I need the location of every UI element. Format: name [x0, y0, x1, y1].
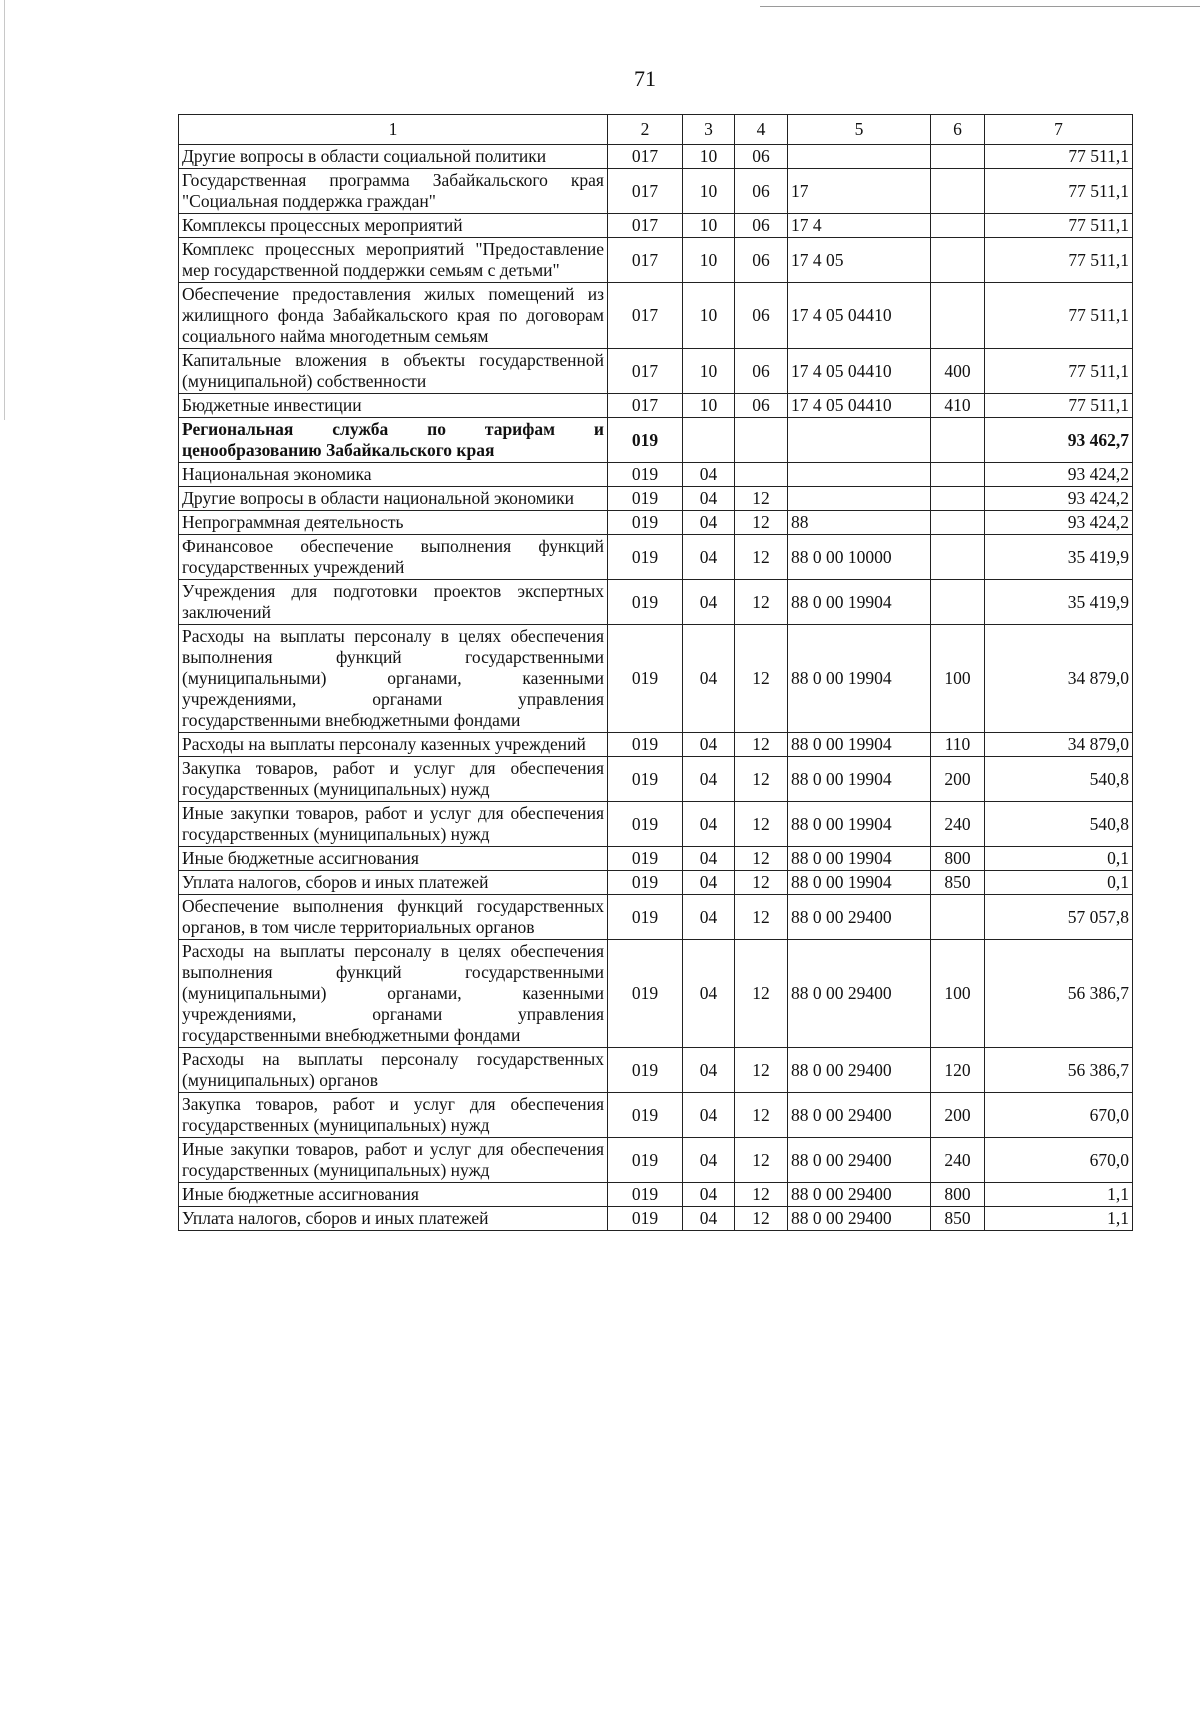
row-expense-type-cell: 200	[931, 1093, 985, 1138]
table-row	[179, 895, 1133, 940]
row-amount-cell: 56 386,7	[985, 1048, 1133, 1093]
table-row	[179, 238, 1133, 283]
row-amount-cell: 540,8	[985, 802, 1133, 847]
row-target-article-cell: 88 0 00 19904	[788, 802, 931, 847]
row-subsection-cell: 12	[735, 535, 788, 580]
row-subsection-cell	[735, 418, 788, 463]
row-amount-cell: 35 419,9	[985, 580, 1133, 625]
row-amount-cell: 540,8	[985, 757, 1133, 802]
row-amount-cell: 57 057,8	[985, 895, 1133, 940]
row-target-article-cell: 17 4 05 04410	[788, 394, 931, 418]
table-row	[179, 487, 1133, 511]
row-expense-type-cell: 800	[931, 847, 985, 871]
row-name-cell: Комплекс процессных мероприятий "Предоставление мер государственной поддержки семьям с детьми"	[179, 238, 608, 283]
row-section-cell: 04	[683, 1207, 735, 1231]
row-admin-code-cell: 019	[608, 940, 683, 1048]
row-target-article-cell: 88 0 00 10000	[788, 535, 931, 580]
table-row	[179, 625, 1133, 733]
row-name-cell: Другие вопросы в области социальной политики	[179, 145, 608, 169]
row-expense-type-cell	[931, 214, 985, 238]
page-number: 71	[634, 66, 656, 91]
row-name-cell: Расходы на выплаты персоналу казенных учреждений	[179, 733, 608, 757]
row-subsection-cell: 12	[735, 1138, 788, 1183]
row-name-cell: Учреждения для подготовки проектов экспертных заключений	[179, 580, 608, 625]
row-admin-code-cell: 019	[608, 511, 683, 535]
table-row	[179, 1183, 1133, 1207]
row-subsection-cell: 12	[735, 757, 788, 802]
row-target-article-cell: 88 0 00 29400	[788, 1183, 931, 1207]
column-header-target: 5	[788, 115, 931, 145]
row-amount-cell: 77 511,1	[985, 169, 1133, 214]
row-section-cell: 04	[683, 487, 735, 511]
row-target-article-cell: 17 4	[788, 214, 931, 238]
row-amount-cell: 0,1	[985, 847, 1133, 871]
table-row	[179, 1207, 1133, 1231]
row-subsection-cell: 12	[735, 871, 788, 895]
row-expense-type-cell: 240	[931, 1138, 985, 1183]
row-section-cell: 04	[683, 733, 735, 757]
row-subsection-cell: 06	[735, 238, 788, 283]
row-subsection-cell: 12	[735, 733, 788, 757]
row-admin-code-cell: 019	[608, 895, 683, 940]
table-row	[179, 757, 1133, 802]
row-expense-type-cell: 110	[931, 733, 985, 757]
table-row	[179, 871, 1133, 895]
row-target-article-cell: 88 0 00 19904	[788, 580, 931, 625]
row-admin-code-cell: 019	[608, 487, 683, 511]
row-admin-code-cell: 019	[608, 1093, 683, 1138]
row-expense-type-cell: 410	[931, 394, 985, 418]
row-expense-type-cell	[931, 463, 985, 487]
row-subsection-cell: 12	[735, 1207, 788, 1231]
row-subsection-cell: 12	[735, 1048, 788, 1093]
row-section-cell: 04	[683, 580, 735, 625]
row-subsection-cell	[735, 463, 788, 487]
row-target-article-cell: 88	[788, 511, 931, 535]
row-section-cell: 10	[683, 214, 735, 238]
row-target-article-cell: 88 0 00 29400	[788, 1207, 931, 1231]
row-subsection-cell: 06	[735, 145, 788, 169]
table-row	[179, 283, 1133, 349]
budget-table	[178, 114, 1133, 1231]
row-expense-type-cell	[931, 487, 985, 511]
row-admin-code-cell: 017	[608, 145, 683, 169]
row-target-article-cell: 88 0 00 19904	[788, 847, 931, 871]
row-section-cell: 04	[683, 511, 735, 535]
row-target-article-cell: 88 0 00 19904	[788, 625, 931, 733]
row-expense-type-cell: 100	[931, 625, 985, 733]
row-target-article-cell: 88 0 00 29400	[788, 1138, 931, 1183]
row-section-cell: 04	[683, 802, 735, 847]
column-header-section: 3	[683, 115, 735, 145]
row-admin-code-cell: 019	[608, 847, 683, 871]
row-subsection-cell: 06	[735, 349, 788, 394]
row-amount-cell: 77 511,1	[985, 283, 1133, 349]
row-subsection-cell: 06	[735, 283, 788, 349]
row-expense-type-cell	[931, 895, 985, 940]
row-subsection-cell: 12	[735, 847, 788, 871]
row-section-cell: 04	[683, 625, 735, 733]
row-amount-cell: 670,0	[985, 1138, 1133, 1183]
row-admin-code-cell: 019	[608, 580, 683, 625]
row-expense-type-cell: 850	[931, 871, 985, 895]
row-admin-code-cell: 017	[608, 214, 683, 238]
row-section-cell: 04	[683, 847, 735, 871]
row-section-cell: 10	[683, 394, 735, 418]
row-target-article-cell	[788, 418, 931, 463]
row-name-cell: Расходы на выплаты персоналу государственных (муниципальных) органов	[179, 1048, 608, 1093]
row-target-article-cell: 88 0 00 29400	[788, 1093, 931, 1138]
row-amount-cell: 77 511,1	[985, 145, 1133, 169]
row-subsection-cell: 12	[735, 895, 788, 940]
row-target-article-cell: 17 4 05 04410	[788, 349, 931, 394]
row-amount-cell: 77 511,1	[985, 394, 1133, 418]
row-subsection-cell: 12	[735, 625, 788, 733]
row-name-cell: Расходы на выплаты персоналу в целях обеспечения выполнения функций государственными (муниципальными) органами, казенными учреждениями, органами управления государственными внебюджетными фондами	[179, 625, 608, 733]
table-row	[179, 940, 1133, 1048]
row-amount-cell: 1,1	[985, 1183, 1133, 1207]
row-name-cell: Иные закупки товаров, работ и услуг для обеспечения государственных (муниципальных) нужд	[179, 1138, 608, 1183]
row-admin-code-cell: 019	[608, 535, 683, 580]
row-admin-code-cell: 017	[608, 394, 683, 418]
row-expense-type-cell	[931, 511, 985, 535]
row-amount-cell: 77 511,1	[985, 238, 1133, 283]
row-section-cell: 10	[683, 169, 735, 214]
table-row	[179, 394, 1133, 418]
row-target-article-cell: 17	[788, 169, 931, 214]
row-admin-code-cell: 017	[608, 169, 683, 214]
row-subsection-cell: 12	[735, 487, 788, 511]
row-section-cell: 04	[683, 1183, 735, 1207]
row-subsection-cell: 12	[735, 1183, 788, 1207]
row-subsection-cell: 12	[735, 511, 788, 535]
row-amount-cell: 93 424,2	[985, 463, 1133, 487]
row-expense-type-cell: 120	[931, 1048, 985, 1093]
column-header-amount: 7	[985, 115, 1133, 145]
row-expense-type-cell	[931, 418, 985, 463]
row-target-article-cell: 88 0 00 19904	[788, 871, 931, 895]
row-subsection-cell: 12	[735, 802, 788, 847]
row-name-cell: Бюджетные инвестиции	[179, 394, 608, 418]
row-name-cell: Закупка товаров, работ и услуг для обеспечения государственных (муниципальных) нужд	[179, 1093, 608, 1138]
row-amount-cell: 34 879,0	[985, 625, 1133, 733]
row-amount-cell: 1,1	[985, 1207, 1133, 1231]
row-name-cell: Другие вопросы в области национальной экономики	[179, 487, 608, 511]
row-section-cell: 04	[683, 535, 735, 580]
row-name-cell: Иные бюджетные ассигнования	[179, 1183, 608, 1207]
row-target-article-cell: 88 0 00 29400	[788, 1048, 931, 1093]
row-section-cell: 04	[683, 895, 735, 940]
row-name-cell: Уплата налогов, сборов и иных платежей	[179, 871, 608, 895]
row-name-cell: Региональная служба по тарифам и ценообразованию Забайкальского края	[179, 418, 608, 463]
row-admin-code-cell: 019	[608, 418, 683, 463]
row-name-cell: Закупка товаров, работ и услуг для обеспечения государственных (муниципальных) нужд	[179, 757, 608, 802]
table-row	[179, 145, 1133, 169]
row-amount-cell: 35 419,9	[985, 535, 1133, 580]
row-expense-type-cell: 400	[931, 349, 985, 394]
table-body	[179, 145, 1133, 1231]
column-header-admin: 2	[608, 115, 683, 145]
row-name-cell: Финансовое обеспечение выполнения функций государственных учреждений	[179, 535, 608, 580]
table-row	[179, 1048, 1133, 1093]
column-header-type: 6	[931, 115, 985, 145]
table-row	[179, 580, 1133, 625]
row-admin-code-cell: 019	[608, 625, 683, 733]
row-name-cell: Непрограммная деятельность	[179, 511, 608, 535]
table-row	[179, 418, 1133, 463]
table-row	[179, 169, 1133, 214]
row-amount-cell: 77 511,1	[985, 214, 1133, 238]
row-admin-code-cell: 019	[608, 463, 683, 487]
row-subsection-cell: 12	[735, 580, 788, 625]
row-expense-type-cell	[931, 238, 985, 283]
row-admin-code-cell: 019	[608, 1048, 683, 1093]
row-admin-code-cell: 017	[608, 283, 683, 349]
row-admin-code-cell: 019	[608, 1183, 683, 1207]
row-name-cell: Государственная программа Забайкальского края "Социальная поддержка граждан"	[179, 169, 608, 214]
column-header-name: 1	[179, 115, 608, 145]
table-row	[179, 1138, 1133, 1183]
row-subsection-cell: 12	[735, 940, 788, 1048]
row-section-cell: 10	[683, 283, 735, 349]
row-amount-cell: 56 386,7	[985, 940, 1133, 1048]
row-expense-type-cell	[931, 145, 985, 169]
row-expense-type-cell: 240	[931, 802, 985, 847]
row-amount-cell: 77 511,1	[985, 349, 1133, 394]
row-expense-type-cell	[931, 169, 985, 214]
row-target-article-cell: 88 0 00 29400	[788, 895, 931, 940]
row-name-cell: Обеспечение выполнения функций государственных органов, в том числе территориальных органов	[179, 895, 608, 940]
row-section-cell: 04	[683, 1093, 735, 1138]
row-amount-cell: 34 879,0	[985, 733, 1133, 757]
row-amount-cell: 93 424,2	[985, 511, 1133, 535]
row-expense-type-cell: 100	[931, 940, 985, 1048]
row-admin-code-cell: 019	[608, 1138, 683, 1183]
row-target-article-cell: 88 0 00 29400	[788, 940, 931, 1048]
row-name-cell: Уплата налогов, сборов и иных платежей	[179, 1207, 608, 1231]
row-section-cell: 10	[683, 238, 735, 283]
table-row	[179, 847, 1133, 871]
row-name-cell: Комплексы процессных мероприятий	[179, 214, 608, 238]
row-subsection-cell: 06	[735, 169, 788, 214]
row-target-article-cell: 17 4 05 04410	[788, 283, 931, 349]
row-expense-type-cell	[931, 580, 985, 625]
row-admin-code-cell: 019	[608, 757, 683, 802]
row-expense-type-cell: 800	[931, 1183, 985, 1207]
row-section-cell	[683, 418, 735, 463]
header-row	[179, 115, 1133, 145]
row-amount-cell: 670,0	[985, 1093, 1133, 1138]
row-section-cell: 10	[683, 145, 735, 169]
row-section-cell: 04	[683, 871, 735, 895]
table-row	[179, 733, 1133, 757]
row-admin-code-cell: 019	[608, 802, 683, 847]
row-admin-code-cell: 019	[608, 733, 683, 757]
row-section-cell: 04	[683, 757, 735, 802]
table-header	[179, 115, 1133, 145]
row-subsection-cell: 06	[735, 394, 788, 418]
row-target-article-cell: 88 0 00 19904	[788, 757, 931, 802]
row-admin-code-cell: 019	[608, 871, 683, 895]
scan-edge-line	[760, 6, 1200, 7]
row-amount-cell: 0,1	[985, 871, 1133, 895]
row-name-cell: Национальная экономика	[179, 463, 608, 487]
table-row	[179, 1093, 1133, 1138]
row-section-cell: 04	[683, 940, 735, 1048]
row-expense-type-cell: 200	[931, 757, 985, 802]
row-name-cell: Иные бюджетные ассигнования	[179, 847, 608, 871]
column-header-subsection: 4	[735, 115, 788, 145]
table-row	[179, 511, 1133, 535]
row-name-cell: Обеспечение предоставления жилых помещений из жилищного фонда Забайкальского края по договорам социального найма многодетным семьям	[179, 283, 608, 349]
row-admin-code-cell: 017	[608, 349, 683, 394]
table-row	[179, 349, 1133, 394]
row-expense-type-cell: 850	[931, 1207, 985, 1231]
row-target-article-cell	[788, 463, 931, 487]
row-admin-code-cell: 019	[608, 1207, 683, 1231]
row-section-cell: 04	[683, 463, 735, 487]
row-expense-type-cell	[931, 535, 985, 580]
row-section-cell: 04	[683, 1138, 735, 1183]
table-row	[179, 802, 1133, 847]
row-subsection-cell: 12	[735, 1093, 788, 1138]
row-section-cell: 10	[683, 349, 735, 394]
row-target-article-cell	[788, 145, 931, 169]
row-target-article-cell: 17 4 05	[788, 238, 931, 283]
table-row	[179, 535, 1133, 580]
row-amount-cell: 93 462,7	[985, 418, 1133, 463]
row-subsection-cell: 06	[735, 214, 788, 238]
row-amount-cell: 93 424,2	[985, 487, 1133, 511]
scan-margin-line	[4, 0, 5, 420]
row-section-cell: 04	[683, 1048, 735, 1093]
row-name-cell: Иные закупки товаров, работ и услуг для обеспечения государственных (муниципальных) нужд	[179, 802, 608, 847]
row-name-cell: Капитальные вложения в объекты государственной (муниципальной) собственности	[179, 349, 608, 394]
row-target-article-cell: 88 0 00 19904	[788, 733, 931, 757]
row-name-cell: Расходы на выплаты персоналу в целях обеспечения выполнения функций государственными (муниципальными) органами, казенными учреждениями, органами управления государственными внебюджетными фондами	[179, 940, 608, 1048]
row-expense-type-cell	[931, 283, 985, 349]
table-row	[179, 214, 1133, 238]
row-admin-code-cell: 017	[608, 238, 683, 283]
row-target-article-cell	[788, 487, 931, 511]
table-row	[179, 463, 1133, 487]
